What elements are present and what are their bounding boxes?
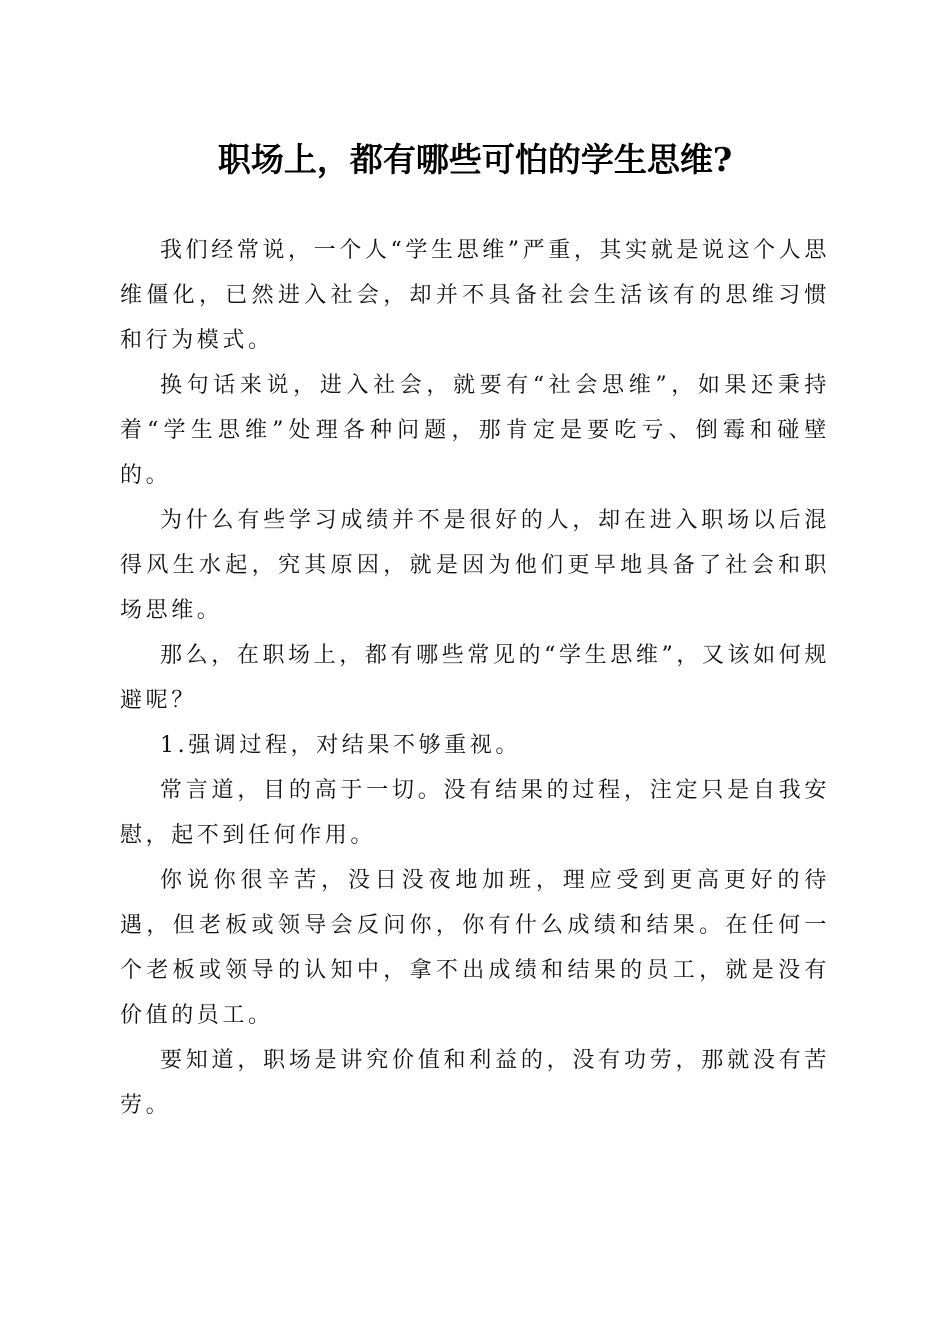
paragraph-why: 为什么有些学习成绩并不是很好的人，却在进入职场以后混得风生水起，究其原因，就是因为他们更早地具备了社会和职场思维。 — [120, 508, 830, 623]
paragraph-value: 要知道，职场是讲究价值和利益的，没有功劳，那就没有苦劳。 — [120, 1048, 830, 1118]
paragraph-goal: 常言道，目的高于一切。没有结果的过程，注定只是自我安慰，起不到任何作用。 — [120, 778, 830, 848]
paragraph-intro: 我们经常说，一个人“学生思维”严重，其实就是说这个人思维僵化，已然进入社会，却并不具备社会生活该有的思维习惯和行为模式。 — [120, 238, 830, 353]
paragraph-question: 那么，在职场上，都有哪些常见的“学生思维”，又该如何规避呢？ — [120, 643, 830, 713]
document-body — [120, 228, 830, 1128]
document-title: 职场上，都有哪些可怕的学生思维? — [217, 140, 733, 179]
paragraph-social-thinking: 换句话来说，进入社会，就要有“社会思维”，如果还秉持着“学生思维”处理各种问题，那肯定是要吃亏、倒霉和碰壁的。 — [120, 373, 830, 488]
paragraph-overtime: 你说你很辛苦，没日没夜地加班，理应受到更高更好的待遇，但老板或领导会反问你，你有什么成绩和结果。在任何一个老板或领导的认知中，拿不出成绩和结果的员工，就是没有价值的员工。 — [120, 868, 830, 1028]
section-heading-1: 1.强调过程，对结果不够重视。 — [160, 733, 521, 758]
